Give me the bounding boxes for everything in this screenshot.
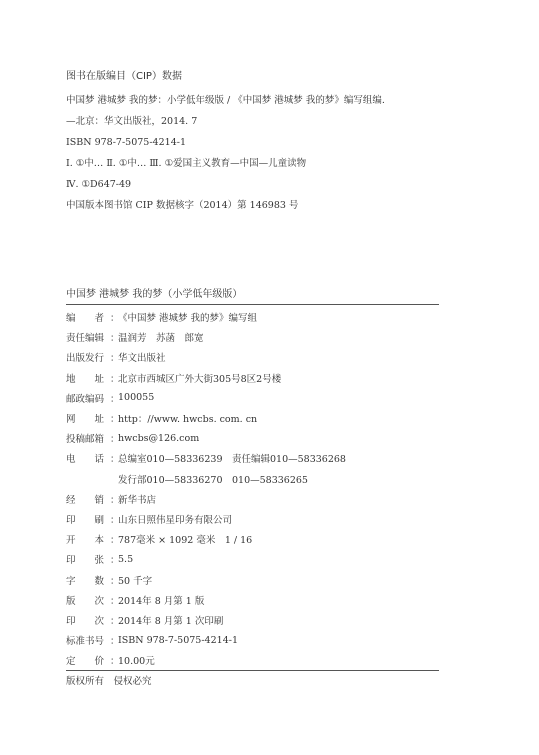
imprint-label-text: 印 刷 [66,514,105,526]
imprint-label [66,512,118,526]
imprint-label-text: 印 次 [66,615,105,627]
imprint-label-text: 邮政编码 [66,393,105,405]
imprint-label-text: 电 话 [66,454,105,466]
imprint-value: 5.5 [118,553,134,565]
imprint-value: 总编室010—58336239 责任编辑010—58336268 [118,454,346,466]
imprint-label-colon: ： [110,615,120,627]
imprint-label [66,350,118,364]
imprint-label-text: 印 张 [66,555,105,567]
imprint-label-text: 定 价 [66,656,105,668]
imprint-row [66,428,439,448]
imprint-row [66,610,439,630]
book-title: 中国梦 港城梦 我的梦（小学低年级版） [66,289,243,300]
imprint-label-colon: ： [110,555,120,567]
imprint-value: ISBN 978-7-5075-4214-1 [118,634,238,646]
imprint-row [66,448,439,468]
imprint-value: 温润芳 苏菡 郎宽 [118,333,204,345]
imprint-label-text: 责任编辑 [66,333,105,345]
rights-notice: 版权所有 侵权必究 [66,676,152,688]
imprint-label-text: 版 次 [66,595,105,607]
imprint-row [66,347,439,367]
imprint-value: 100055 [118,392,155,404]
imprint-label-text: 投稿邮箱 [66,434,105,446]
imprint-label [66,451,118,465]
imprint-value: http：//www. hwcbs. com. cn [118,414,258,426]
imprint-value: 华文出版社 [118,353,166,365]
imprint-label [66,310,118,324]
imprint-label [66,573,118,587]
imprint-row [66,489,439,509]
imprint-row [66,408,439,428]
imprint-label [66,552,118,566]
imprint-label-text: 出版发行 [66,353,105,365]
imprint-value: 山东日照伟星印务有限公司 [118,514,233,526]
imprint-label-text: 标准书号 [66,636,105,648]
imprint-rows [66,305,439,670]
imprint-value: 发行部010—58336270 010—58336265 [118,474,308,486]
imprint-label-text: 编 者 [66,313,105,325]
imprint-value: 10.00元 [118,656,155,668]
cip-line: Ⅰ. ①中… Ⅱ. ①中… Ⅲ. ①爱国主义教育—中国—儿童读物 [66,158,307,169]
imprint-label-colon: ： [110,333,120,345]
cip-line: 中国梦 港城梦 我的梦：小学低年级版 / 《中国梦 港城梦 我的梦》编写组编. [66,95,385,106]
imprint-label-colon: ： [110,595,120,607]
imprint-label [66,633,118,647]
imprint-label-colon: ： [110,656,120,668]
cip-title: 图书在版编目（CIP）数据 [66,71,182,82]
imprint-value: 787毫米 × 1092 毫米 1 / 16 [118,535,253,547]
imprint-block [66,288,439,691]
imprint-label-colon: ： [110,313,120,325]
imprint-row [66,509,439,529]
cip-block [66,70,466,216]
imprint-row [66,307,439,327]
imprint-label-colon: ： [110,353,120,365]
imprint-row [66,569,439,589]
imprint-label-colon: ： [110,535,120,547]
imprint-label [66,431,118,445]
bottom-rule [66,670,439,671]
imprint-value: 北京市西城区广外大街305号8区2号楼 [118,373,282,385]
imprint-row [66,469,439,489]
imprint-row [66,529,439,549]
imprint-row [66,650,439,670]
imprint-label [66,593,118,607]
imprint-row [66,590,439,610]
imprint-row [66,630,439,650]
imprint-label-colon: ： [110,636,120,648]
imprint-label-colon: ： [110,494,120,506]
imprint-label [66,330,118,344]
cip-line: Ⅳ. ①D647-49 [66,179,132,190]
imprint-label-text: 开 本 [66,535,105,547]
imprint-row [66,327,439,347]
imprint-value: 2014年 8 月第 1 次印刷 [118,615,224,627]
imprint-label-colon: ： [110,414,120,426]
cip-line: ISBN 978-7-5075-4214-1 [66,137,186,148]
imprint-value: hwcbs@126.com [118,432,200,444]
imprint-label-text: 经 销 [66,494,105,506]
imprint-label [66,391,118,405]
imprint-label-colon: ： [110,575,120,587]
imprint-value: 《中国梦 港城梦 我的梦》编写组 [118,313,258,325]
imprint-row [66,388,439,408]
imprint-label [66,371,118,385]
imprint-label-text: 地 址 [66,373,105,385]
imprint-value: 新华书店 [118,494,157,506]
imprint-label [66,613,118,627]
imprint-label-text: 网 址 [66,414,105,426]
cip-line: —北京：华文出版社，2014. 7 [66,116,198,127]
imprint-label-colon: ： [110,393,120,405]
cip-line: 中国版本图书馆 CIP 数据核字（2014）第 146983 号 [66,200,299,211]
imprint-label [66,411,118,425]
imprint-value: 50 千字 [118,575,153,587]
imprint-label [66,653,118,667]
imprint-value: 2014年 8 月第 1 版 [118,595,205,607]
imprint-row [66,549,439,569]
imprint-label-text: 字 数 [66,575,105,587]
imprint-label-colon: ： [110,434,120,446]
imprint-label-colon: ： [110,514,120,526]
imprint-label-colon: ： [110,373,120,385]
imprint-label [66,532,118,546]
imprint-label [66,492,118,506]
imprint-row [66,368,439,388]
imprint-label-colon: ： [110,454,120,466]
